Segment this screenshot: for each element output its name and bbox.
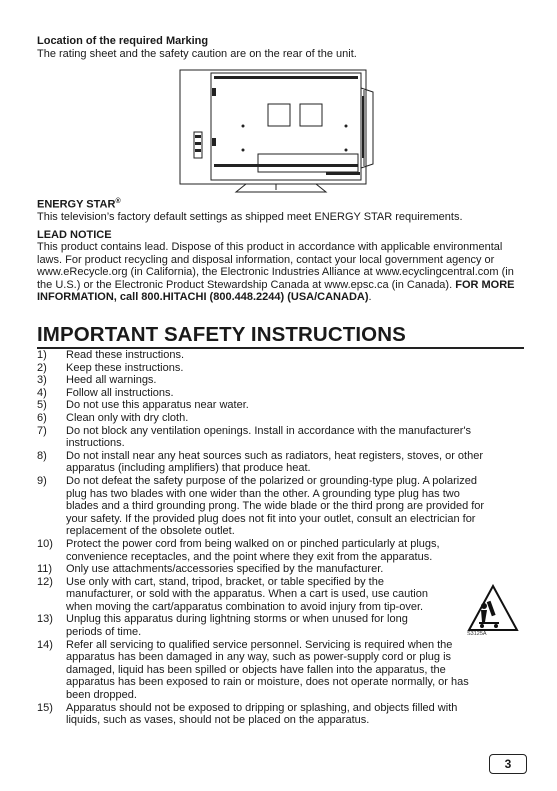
safety-item-number: 12) <box>37 575 53 588</box>
safety-instructions-title: IMPORTANT SAFETY INSTRUCTIONS <box>37 323 406 346</box>
safety-item <box>37 475 524 538</box>
safety-item-line: apparatus (including amplifiers) that produce heat. <box>66 462 311 475</box>
marking-text: The rating sheet and the safety caution are on the rear of the unit. <box>37 48 357 60</box>
safety-item-line: plug has two blades with one wider than the other. A grounding type plug has two <box>66 487 460 500</box>
safety-item <box>37 450 524 475</box>
safety-item-line: replacement of the obsolete outlet. <box>66 525 235 538</box>
safety-item <box>37 538 524 563</box>
safety-item-text <box>66 387 524 400</box>
safety-item <box>37 576 524 614</box>
safety-item <box>37 563 524 576</box>
safety-item-text <box>66 450 524 475</box>
cart-symbol-code: S3125A <box>467 631 487 637</box>
lead-notice-text <box>37 241 527 304</box>
safety-item-line: damaged, liquid has been spilled or objects have fallen into the apparatus, the <box>66 663 446 676</box>
safety-item-line: been dropped. <box>66 689 137 702</box>
safety-item-number: 4) <box>37 386 47 399</box>
safety-item-line: Do not block any ventilation openings. Install in accordance with the manufacturer's <box>66 424 472 437</box>
marking-heading: Location of the required Marking <box>37 35 209 47</box>
safety-item-text <box>66 576 524 614</box>
safety-item-line: instructions. <box>66 437 125 450</box>
safety-item-number: 10) <box>37 537 53 550</box>
safety-item-number: 15) <box>37 701 53 714</box>
safety-item-line: liquids, such as vases, should not be placed on the apparatus. <box>66 714 370 727</box>
safety-item-text <box>66 563 524 576</box>
safety-item-text <box>66 412 524 425</box>
safety-item-number: 9) <box>37 474 47 487</box>
safety-item-line: when moving the cart/apparatus combination to avoid injury from tip-over. <box>66 600 424 613</box>
safety-item-line: Keep these instructions. <box>66 361 184 374</box>
safety-item-number: 8) <box>37 449 47 462</box>
safety-item-number: 14) <box>37 638 53 651</box>
safety-item <box>37 613 524 638</box>
energy-star-heading <box>37 198 121 211</box>
safety-item-line: periods of time. <box>66 626 142 639</box>
energy-star-title-text: ENERGY STAR <box>37 198 116 211</box>
safety-item-line: Only use attachments/accessories specified by the manufacturer. <box>66 563 384 576</box>
safety-item-number: 2) <box>37 361 47 374</box>
safety-item <box>37 362 524 375</box>
safety-item-text <box>66 702 524 727</box>
safety-item-line: Do not use this apparatus near water. <box>66 399 249 412</box>
safety-item-number: 1) <box>37 349 47 361</box>
safety-item <box>37 702 524 727</box>
registered-mark: ® <box>115 198 121 205</box>
safety-item-line: convenience receptacles, and the point where they exit from the apparatus. <box>66 550 433 563</box>
safety-item-line: Apparatus should not be exposed to dripping or splashing, and objects filled with <box>66 701 458 714</box>
safety-item-text <box>66 425 524 450</box>
energy-star-text: This television’s factory default settings as shipped meet ENERGY STAR requirements. <box>37 211 463 223</box>
safety-item-text <box>66 475 524 538</box>
safety-item-number: 7) <box>37 424 47 437</box>
page-number: 3 <box>489 754 527 774</box>
safety-item-line: Use only with cart, stand, tripod, bracket, or table specified by the <box>66 575 384 588</box>
safety-item <box>37 349 524 362</box>
safety-item-line: Unplug this apparatus during lightning storms or when unused for long <box>66 613 408 626</box>
safety-item-number: 11) <box>37 563 53 576</box>
cart-tip-over-warning-icon <box>467 584 519 632</box>
safety-item-text <box>66 538 524 563</box>
safety-item-text <box>66 374 524 387</box>
safety-item-line: Refer all servicing to qualified service personnel. Servicing is required when the <box>66 638 453 651</box>
safety-item <box>37 399 524 412</box>
safety-item-number: 5) <box>37 399 47 412</box>
safety-item-line: your safety. If the provided plug does not fit into your outlet, consult an electrician for <box>66 512 476 525</box>
safety-item-number: 3) <box>37 374 47 387</box>
safety-item-text <box>66 399 524 412</box>
safety-item <box>37 412 524 425</box>
safety-item-number: 13) <box>37 613 53 626</box>
lead-notice-end: . <box>368 291 372 304</box>
safety-instructions-list <box>37 349 524 727</box>
safety-item-text <box>66 362 524 375</box>
safety-item-text <box>66 639 524 702</box>
lead-notice-body: This product contains lead. Dispose of this product in accordance with applicable environmental laws. For product recycling and disposal information, contact your local government agency or www.eRecycle.org (in California), the Electronic Industries Alliance at www.ecyclingcentral.com (in the U.S.) or the Electronic Product Stewardship Canada at www.epsc.ca (in Canada). <box>37 241 514 291</box>
safety-item-line: Heed all warnings. <box>66 374 157 387</box>
safety-item-line: Read these instructions. <box>66 349 185 361</box>
safety-item-text <box>66 613 524 638</box>
lead-notice-contact: FOR MORE INFORMATION, call 800.HITACHI (800.448.2244) (USA/CANADA) <box>37 278 515 304</box>
safety-item <box>37 425 524 450</box>
safety-item-line: Do not defeat the safety purpose of the polarized or grounding-type plug. A polarized <box>66 474 477 487</box>
safety-item-line: Do not install near any heat sources such as radiators, heat registers, stoves, or other <box>66 449 483 462</box>
safety-item-line: Protect the power cord from being walked on or pinched particularly at plugs, <box>66 537 440 550</box>
safety-item <box>37 639 524 702</box>
safety-item <box>37 374 524 387</box>
safety-item-line: Clean only with dry cloth. <box>66 411 189 424</box>
tv-rear-illustration <box>176 66 382 196</box>
safety-item <box>37 387 524 400</box>
safety-item-line: blades and a third grounding prong. The wide blade or the third prong are provided for <box>66 500 485 513</box>
lead-notice-heading: LEAD NOTICE <box>37 229 112 241</box>
safety-item-text <box>66 349 524 362</box>
safety-item-line: manufacturer, or sold with the apparatus. When a cart is used, use caution <box>66 588 428 601</box>
safety-item-line: apparatus has been damaged in any way, such as power-supply cord or plug is <box>66 651 452 664</box>
safety-item-line: Follow all instructions. <box>66 386 174 399</box>
safety-item-number: 6) <box>37 411 47 424</box>
safety-item-line: apparatus has been exposed to rain or moisture, does not operate normally, or has <box>66 676 469 689</box>
